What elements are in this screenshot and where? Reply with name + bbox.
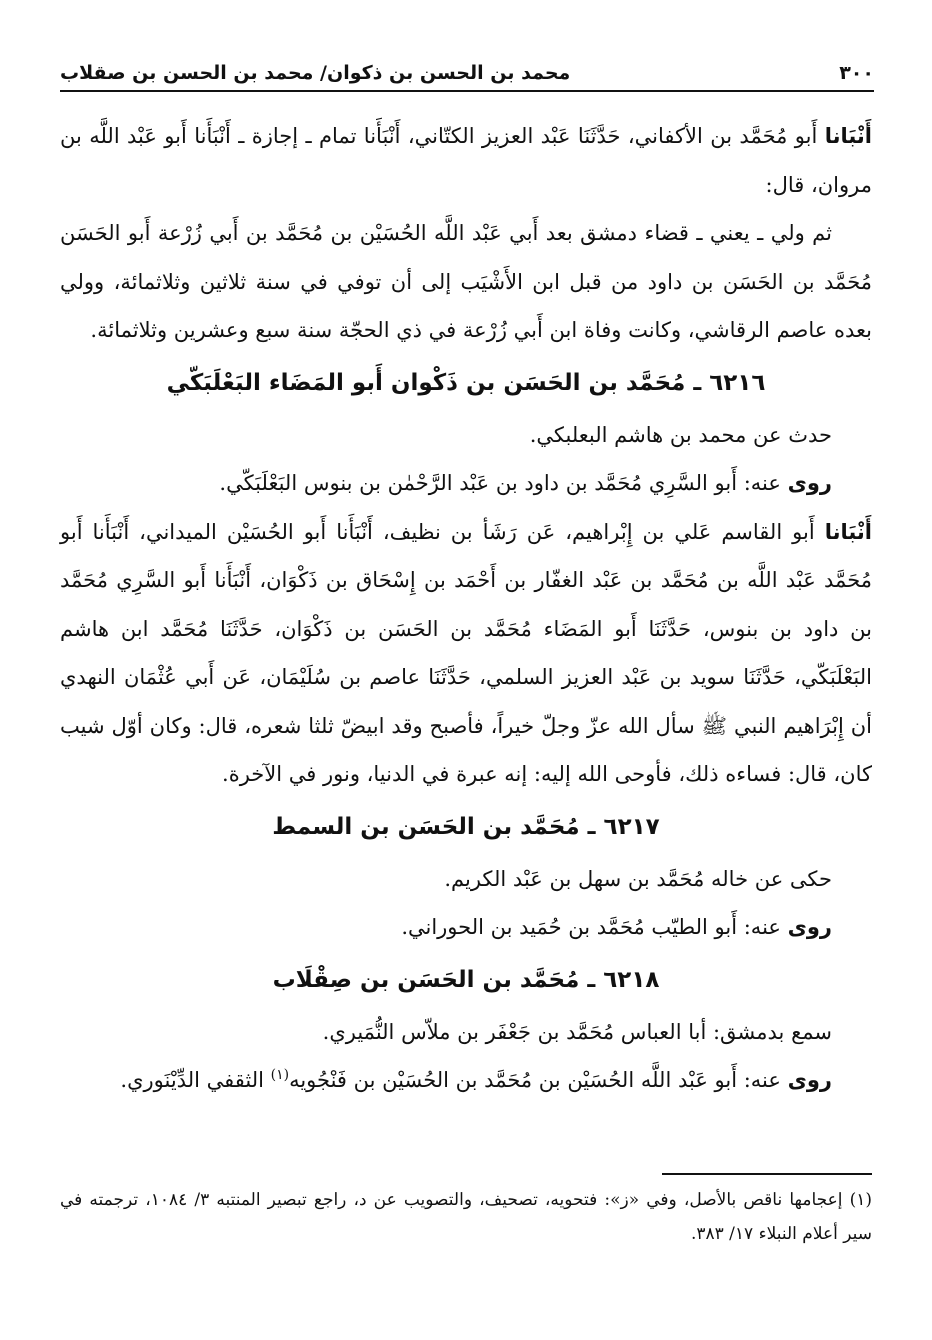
paragraph-lead: روى bbox=[787, 915, 832, 939]
footnote: (١) إعجامها ناقص بالأصل، وفي «ز»: فتحويه، تصحيف، والتصويب عن د، راجع تبصير المنتبه ٣/ ١٠٨٤، ترجمته في سير أعلام النبلاء ١٧/ ٣٨٣. bbox=[60, 1190, 872, 1244]
paragraph-text: حدث عن محمد بن هاشم البعلبكي. bbox=[529, 422, 832, 447]
paragraph bbox=[60, 459, 872, 508]
paragraph-text: عنه: أَبو عَبْد اللَّه الحُسَيْن بن مُحَمَّد بن الحُسَيْن بن فَنْجُويه bbox=[289, 1068, 788, 1092]
paragraph bbox=[60, 855, 872, 904]
footnotes bbox=[60, 1183, 872, 1251]
entry-heading: ٦٢١٦ ـ مُحَمَّد بن الحَسَن بن ذَكْوان أَبو المَضَاء البَعْلَبَكّي bbox=[166, 369, 766, 396]
paragraph-text: الثقفي الدِّيْنَوري. bbox=[120, 1068, 271, 1092]
paragraph-text: عنه: أَبو الطيّب مُحَمَّد بن حُمَيد بن الحوراني. bbox=[401, 915, 788, 939]
entry-heading: ٦٢١٧ ـ مُحَمَّد بن الحَسَن بن السمط bbox=[272, 813, 660, 840]
entry-heading: ٦٢١٨ ـ مُحَمَّد بن الحَسَن بن صِقْلَاب bbox=[272, 966, 660, 993]
footnote-reference: (١) bbox=[270, 1067, 290, 1083]
paragraph-text: حكى عن خاله مُحَمَّد بن سهل بن عَبْد الكريم. bbox=[444, 866, 832, 891]
paragraph-text: ثم ولي ـ يعني ـ قضاء دمشق بعد أَبي عَبْد اللَّه الحُسَيْن بن مُحَمَّد بن أَبي زُرْعة أَبو الحَسَن مُحَمَّد بن الحَسَن بن داود من قبل ابن الأَشْيَب إلى أن توفي في سنة ثلاثين وثلاثمائة، وولي بعده عاصم الرقاشي، وكانت وفاة ابن أَبي زُرْعة في ذي الحجّة سنة سبع وعشرين وثلاثمائة. bbox=[60, 221, 872, 342]
main-text bbox=[60, 112, 872, 1105]
paragraph bbox=[60, 112, 872, 209]
paragraph-text: أَبو القاسم عَلي بن إِبْراهيم، عَن رَشَأ بن نظيف، أَنْبَأَنا أَبو الحُسَيْن الميداني، أَنْبَأَنا أَبو مُحَمَّد عَبْد اللَّه بن مُحَمَّد بن عَبْد الغفّار بن أَحْمَد بن إِسْحَاق بن ذَكْوَان، أَنْبَأَنا أَبو السَّرِي مُحَمَّد بن داود بن بنوس، حَدَّثَنَا أَبو المَضَاء مُحَمَّد بن الحَسَن بن ذَكْوَان، حَدَّثَنَا مُحَمَّد ابن هاشم البَعْلَبَكّي، حَدَّثَنَا سويد بن عَبْد العزيز السلمي، حَدَّثَنَا عاصم بن سُلَيْمَان، عَن أَبي عُثْمَان النهدي أن إِبْرَاهيم النبي ﷺ سأل الله عزّ وجلّ خيراً، فأصبح وقد ابيضّ ثلثا شعره، قال: وكان أوّل شيب كان، قال: فساءه ذلك، فأوحى الله إليه: إنه عبرة في الدنيا، ونور في الآخرة. bbox=[60, 519, 872, 786]
header-rule bbox=[60, 90, 874, 92]
footnote-rule bbox=[662, 1173, 872, 1175]
paragraph bbox=[60, 411, 872, 460]
page-number: ٣٠٠ bbox=[839, 62, 874, 84]
paragraph-lead: روى bbox=[787, 1068, 832, 1092]
paragraph-lead: أَنْبَانا bbox=[824, 519, 872, 544]
paragraph bbox=[60, 1056, 872, 1105]
running-header bbox=[60, 56, 874, 90]
paragraph bbox=[60, 903, 872, 952]
paragraph-lead: روى bbox=[787, 471, 832, 495]
paragraph bbox=[60, 508, 872, 799]
paragraph bbox=[60, 1008, 872, 1057]
paragraph-text: عنه: أَبو السَّرِي مُحَمَّد بن داود بن عَبْد الرَّحْمٰن بن بنوس البَعْلَبَكّي. bbox=[219, 471, 788, 495]
running-title: محمد بن الحسن بن ذكوان/ محمد بن الحسن بن صقلاب bbox=[60, 62, 571, 84]
paragraph-lead: أَنْبَانا bbox=[824, 124, 872, 148]
paragraph-text: سمع بدمشق: أبا العباس مُحَمَّد بن جَعْفَر بن ملاّس النُّمَيري. bbox=[322, 1019, 832, 1044]
paragraph-text: أَبو مُحَمَّد بن الأكفاني، حَدَّثَنَا عَبْد العزيز الكتّاني، أَنْبَأَنا تمام ـ إجازة ـ أَنْبَأَنا أَبو عَبْد اللَّه بن مروان، قال: bbox=[60, 124, 872, 197]
paragraph bbox=[60, 209, 872, 355]
